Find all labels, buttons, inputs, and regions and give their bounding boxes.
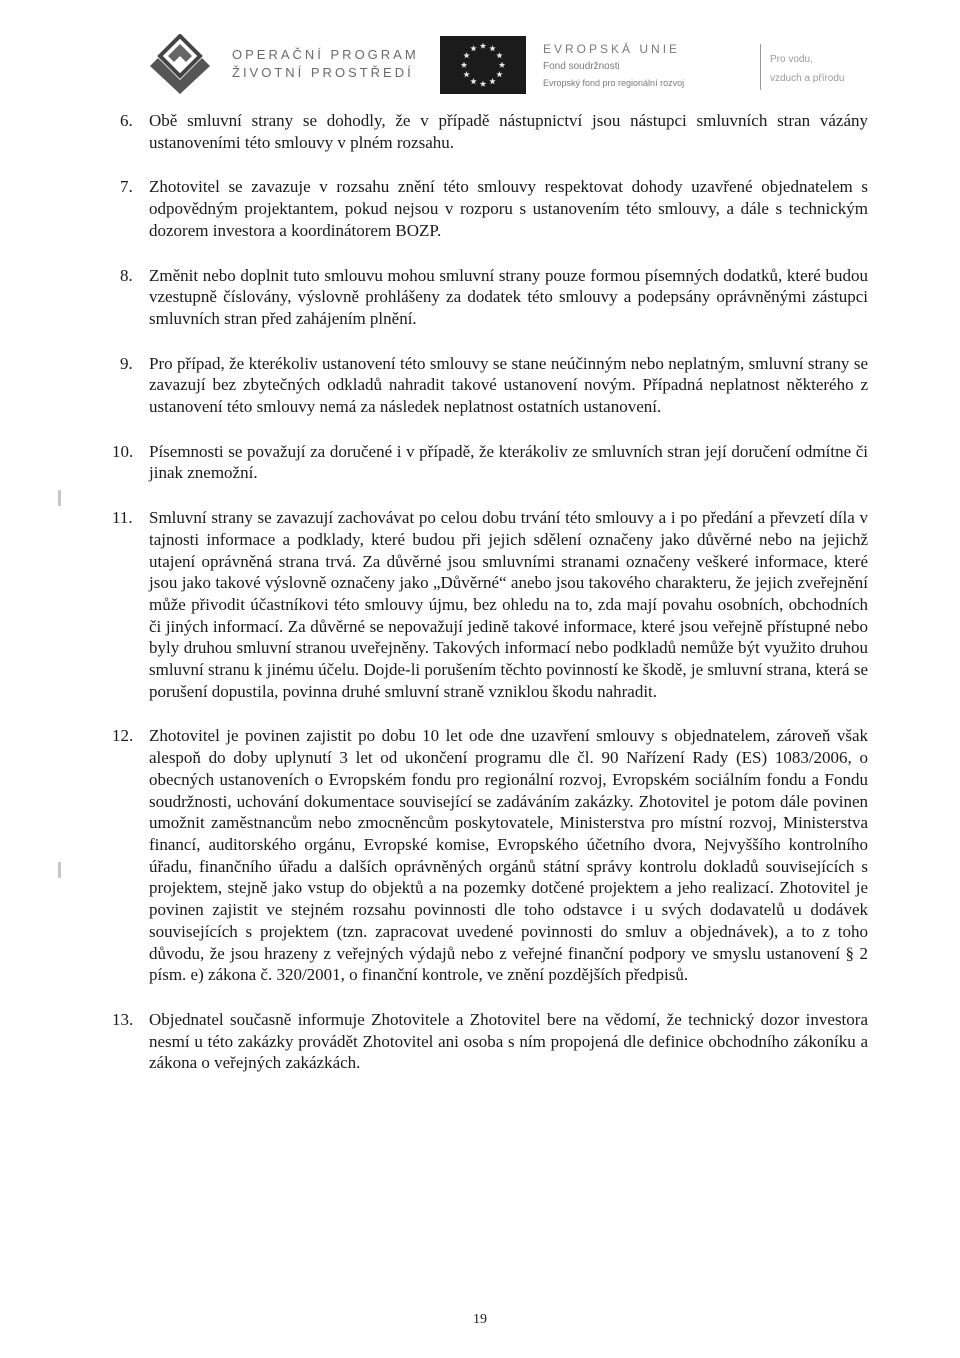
eu-title: EVROPSKÁ UNIE (543, 42, 681, 56)
eu-star (461, 62, 467, 68)
punch-hole-mark (58, 490, 61, 506)
clause-9 (120, 353, 868, 418)
eu-star (480, 81, 486, 87)
clause-7 (120, 176, 868, 241)
clause-6 (120, 110, 868, 153)
eu-star (489, 45, 495, 51)
clause-number: 6. (120, 111, 133, 130)
header-divider (760, 44, 761, 90)
clause-text: Zhotovitel se zavazuje v rozsahu znění této smlouvy respektovat dohody uzavřené objednatelem s odpovědným projektantem, pokud nejsou v rozporu s ustanovením této smlouvy, a dále s technickým dozorem investora a koordinátorem BOZP. (149, 177, 868, 240)
motto-line1: Pro vodu, (770, 54, 813, 65)
eu-star (470, 78, 476, 84)
eu-title-block (543, 40, 684, 91)
clause-number: 13. (112, 1009, 134, 1029)
clause-text: Zhotovitel je povinen zajistit po dobu 10 let ode dne uzavření smlouvy s objednatelem, zároveň však alespoň do doby uplynutí 3 let od ukončení programu dle čl. 90 Nařízení Rady (ES) 1083/2006, o obecných ustanoveních o Evropském fondu pro regionální rozvoj, Evropském sociálním fondu a Fondu soudržnosti, uchování dokumentace související se zadáváním zakázky. Zhotovitel je potom dále povinen umožnit zaměstnancům nebo zmocněncům poskytovatele, Ministerstva pro místní rozvoj, Ministerstva financí, auditorského orgánu, Evropské komise, Evropského účetního dvora, Nejvyššího kontrolního úřadu, finančního úřadu a dalších oprávněných orgánů státní správy kontrolu dokladů souvisejících s projektem, stejně jako vstup do objektů a na pozemky dotčené projektem a jeho realizací. Zhotovitel je povinen zajistit ve stejném rozsahu povinnosti dle toho odstavce i u svých dodavatelů u dodávek souvisejících s projektem (tzn. zapracovat uvedené povinnosti do smluv a objednávek), a to z toho důvodu, že jsou hrazeny z veřejných výdajů nebo z veřejné finanční podpory ve smyslu ustanovení § 2 písm. e) zákona č. 320/2001, o finanční kontrole, ve znění pozdějších předpisů. (149, 726, 868, 985)
eu-star (496, 71, 502, 77)
eu-flag-icon (440, 36, 526, 94)
clause-text: Změnit nebo doplnit tuto smlouvu mohou smluvní strany pouze formou písemných dodatků, které budou vzestupně číslovány, výslovně prohlášeny za dodatek této smlouvy a podepsány oprávněnými zástupci smluvních stran před zahájením plnění. (149, 265, 868, 328)
eu-star (470, 45, 476, 51)
eu-star (489, 78, 495, 84)
punch-hole-mark (58, 862, 61, 878)
clause-13 (112, 1009, 868, 1074)
op-title-line1: OPERAČNÍ PROGRAM (232, 47, 419, 62)
eu-star (499, 62, 505, 68)
clause-text: Obě smluvní strany se dohodly, že v případě nástupnictví jsou nástupci smluvních stran vázány ustanoveními této smlouvy v plném rozsahu. (149, 111, 868, 152)
eu-star (480, 43, 486, 49)
op-zp-logo-icon (140, 34, 220, 96)
clause-10 (112, 441, 868, 484)
document-header (140, 30, 880, 100)
clause-text: Objednatel současně informuje Zhotovitele a Zhotovitel bere na vědomí, že technický dozor investora nesmí u této zakázky provádět Zhotovitel ani osoba s ním propojená dle definice obchodního zákoníku a zákona o veřejných zakázkách. (149, 1009, 868, 1073)
clause-number: 9. (120, 353, 133, 373)
clause-number: 10. (112, 441, 134, 461)
contract-clauses (112, 110, 868, 1097)
clause-number: 8. (120, 265, 133, 285)
page-number: 19 (473, 1312, 487, 1327)
clause-number: 11. (112, 508, 133, 528)
clause-text: Pro případ, že kterékoliv ustanovení této smlouvy se stane neúčinným nebo neplatným, smluvní strany se zavazují bez zbytečných odkladů nahradit takové ustanovení novým. Případná neplatnost některého z ustanovení této smlouvy nemá za následek neplatnost ostatních ustanovení. (149, 353, 868, 417)
clause-text: Písemnosti se považují za doručené i v případě, že kterákoliv ze smluvních stran její doručení odmítne či jinak znemožní. (149, 441, 868, 483)
eu-star (463, 71, 469, 77)
motto-line2: vzduch a přírodu (770, 73, 845, 84)
clause-number: 7. (120, 177, 133, 197)
eu-fund-regional: Evropský fond pro regionální rozvoj (543, 78, 685, 88)
op-program-title (232, 46, 419, 82)
op-title-line2: ŽIVOTNÍ PROSTŘEDÍ (232, 65, 414, 80)
clause-text: Smluvní strany se zavazují zachovávat po celou dobu trvání této smlouvy a i po předání a převzetí díla v tajnosti informace a podklady, které budou při jejich sdělení označeny jako důvěrné nebo na jejichž utajení oprávněná strana trvá. Za důvěrné jsou smluvními stranami označeny veškeré informace, které jsou jako takové výslovně označeny jako „Důvěrné“ anebo jsou takového charakteru, že jejich zveřejnění může přivodit účastníkovi této smlouvy újmu, bez ohledu na to, zda mají povahu osobních, obchodních či jiných informací. Za důvěrné se nepovažují jedině takové informace, které jsou veřejně přístupné nebo byly druhou smluvní stranou uveřejněny. Takových informací nebo podkladů nemůže být využito druhou smluvní stranu k jinému účelu. Dojde-li porušením těchto povinností ke škodě, je smluvní strana, která se porušení dopustila, povinna druhé smluvní straně vzniklou škodu nahradit. (149, 508, 868, 701)
motto (770, 50, 845, 88)
eu-star (496, 52, 502, 58)
clause-12 (112, 725, 868, 985)
clause-8 (120, 265, 868, 330)
eu-star (463, 52, 469, 58)
eu-fund-cohesion: Fond soudržnosti (543, 61, 620, 72)
clause-number: 12. (112, 726, 134, 746)
clause-11 (112, 507, 868, 702)
